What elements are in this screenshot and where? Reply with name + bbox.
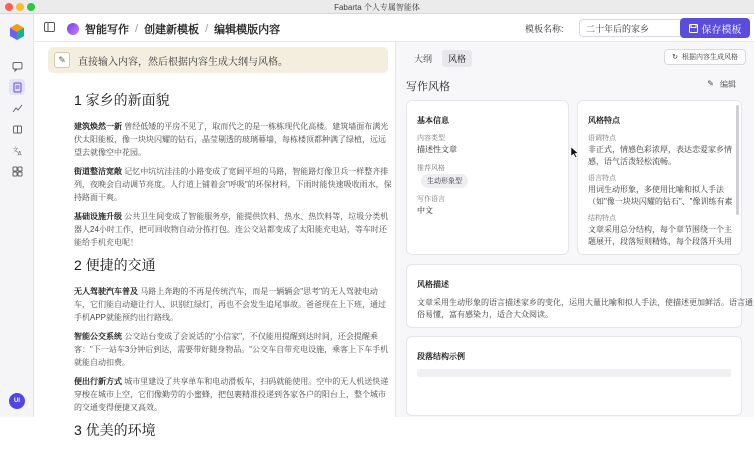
editor-pane[interactable] bbox=[34, 42, 396, 438]
sidebar-toggle-icon[interactable] bbox=[44, 22, 55, 35]
edit-label: 编辑 bbox=[720, 80, 736, 89]
save-template-label: 保存模板 bbox=[701, 24, 742, 36]
style-description-line: 文章采用生动形象的语言描述家乡的变化，运用大量比喻和拟人手法，使描述更加鲜活。语言通 bbox=[417, 298, 753, 307]
recommended-style-label: 推荐风格 bbox=[417, 165, 445, 172]
writing-app-icon bbox=[67, 23, 79, 35]
writing-language-label: 写作语言 bbox=[417, 196, 445, 203]
language-text-line: （如"像一块块闪耀的钻石"、"像训练有素 bbox=[588, 197, 733, 206]
recommended-style-tag: 生动形象型 bbox=[421, 174, 468, 188]
svg-text:A: A bbox=[17, 150, 22, 157]
style-features-card bbox=[577, 100, 742, 255]
refresh-icon: ↻ bbox=[672, 54, 678, 61]
chat-icon[interactable] bbox=[9, 58, 25, 74]
tone-label: 语调特点 bbox=[588, 135, 616, 142]
breadcrumb bbox=[67, 21, 280, 37]
style-description-line: 俗易懂，富有感染力，适合大众阅读。 bbox=[417, 310, 553, 319]
section-heading: 1 家乡的新面貌 bbox=[74, 92, 170, 108]
paragraph-structure-card bbox=[406, 336, 742, 416]
style-features-title: 风格特点 bbox=[588, 116, 620, 125]
apps-icon[interactable] bbox=[9, 163, 25, 179]
document-body[interactable] bbox=[74, 90, 392, 450]
style-description-title: 风格描述 bbox=[417, 280, 449, 289]
content-type-label: 内容类型 bbox=[417, 135, 445, 142]
basic-info-title: 基本信息 bbox=[417, 116, 449, 125]
language-text-line: 用词生动形象，多使用比喻和拟人手法 bbox=[588, 185, 724, 194]
example-placeholder bbox=[417, 369, 731, 377]
tone-text-line: 非正式，情感色彩浓厚，表达恋爱家乡情 bbox=[588, 145, 732, 154]
tab-style[interactable]: 风格 bbox=[442, 50, 472, 67]
writing-style-title: 写作风格 bbox=[406, 81, 450, 93]
content-type-value: 描述性文章 bbox=[417, 145, 457, 154]
document-icon[interactable] bbox=[9, 79, 25, 95]
writing-language-value: 中文 bbox=[417, 206, 433, 215]
breadcrumb-item-writing[interactable]: 智能写作 bbox=[85, 24, 129, 36]
language-features-label: 语言特点 bbox=[588, 175, 616, 182]
paragraph-structure-title: 段落结构示例 bbox=[417, 352, 465, 361]
book-icon[interactable] bbox=[9, 121, 25, 137]
basic-info-card bbox=[406, 100, 569, 255]
tone-text-line: 感，语气活泼轻松流畅。 bbox=[588, 157, 676, 166]
paragraph: 无人驾驶汽车普及 马路上奔跑的不再是传统汽车，而是一辆辆会"思考"的无人驾驶电动车，它们能自动避让行人、识别红绿灯，再也不会发生追尾事故。爸爸现在上下班，通过手机APP就能预约出行路线。 bbox=[74, 287, 386, 322]
structure-features-label: 结构特点 bbox=[588, 215, 616, 222]
edit-icon: ✎ bbox=[707, 79, 714, 88]
scrollbar[interactable] bbox=[736, 105, 739, 215]
breadcrumb-item-create-template[interactable]: 创建新模板 bbox=[144, 24, 200, 36]
mouse-cursor-icon bbox=[571, 147, 579, 161]
generate-style-label: 根据内容生成风格 bbox=[682, 54, 738, 61]
window-titlebar bbox=[0, 0, 754, 14]
paragraph: 便出行新方式 城市里建设了共享单车和电动滑板车，扫码就能使用。空中的无人机送快递穿梭在城市上空，它们像勤劳的小蜜蜂，把包裹精准投递到各家各户的阳台上，整个城市的交通变得便捷又高效。 bbox=[74, 377, 389, 412]
breadcrumb-separator: / bbox=[135, 23, 139, 35]
structure-text-line: 文章采用总分结构，每个章节围绕一个主 bbox=[588, 225, 732, 234]
section-heading: 2 便捷的交通 bbox=[74, 257, 156, 273]
right-tabs bbox=[408, 50, 472, 67]
edit-style-button[interactable] bbox=[707, 79, 736, 90]
chart-icon[interactable] bbox=[9, 100, 25, 116]
avatar[interactable]: UI bbox=[9, 393, 25, 409]
breadcrumb-separator: / bbox=[205, 23, 209, 35]
save-template-button[interactable] bbox=[680, 18, 750, 38]
style-pane bbox=[396, 42, 754, 417]
window-title: Fabarta 个人专属智能体 bbox=[334, 3, 420, 12]
top-bar bbox=[34, 14, 754, 42]
translate-icon[interactable] bbox=[9, 142, 25, 158]
svg-text:文: 文 bbox=[12, 146, 19, 154]
save-icon bbox=[689, 24, 698, 33]
section-heading: 3 优美的环境 bbox=[74, 422, 156, 438]
structure-text-line: 题展开，段落短则精炼，每个段落开头用 bbox=[588, 237, 732, 246]
hint-text: 直接输入内容，然后根据内容生成大纲与风格。 bbox=[78, 56, 288, 68]
hint-banner bbox=[48, 47, 388, 73]
template-name-label: 模板名称: bbox=[525, 24, 564, 34]
left-rail bbox=[0, 14, 34, 417]
paragraph: 建筑焕然一新 曾经低矮的平房不见了，取而代之的是一栋栋现代化高楼。建筑墙面布满光伏太阳能板，像一块块闪耀的钻石，晶莹剔透的玻璃幕墙，每栋楼顶都种满了绿植，远远望去就像空中花园。 bbox=[74, 122, 389, 157]
app-logo-icon bbox=[8, 23, 26, 41]
breadcrumb-item-edit-content: 编辑模版内容 bbox=[214, 24, 281, 36]
style-description-card bbox=[406, 264, 753, 328]
generate-style-button[interactable] bbox=[664, 49, 746, 65]
paragraph: 街道整洁宽敞 记忆中坑坑洼洼的小路变成了宽阔平坦的马路，智能路灯像卫兵一样整齐排列，夜晚会自动调节亮度。人行道上铺着会"呼吸"的环保材料，下雨时能快速吸收雨水，保持路面干爽。 bbox=[74, 167, 392, 202]
paragraph: 基础设施升级 公共卫生间变成了智能服务亭，能提供饮料、热水、热饮料等，垃圾分类机器人24小时工作，把可回收物自动分拣打包。连公交站都变成了太阳能充电站，等车时还能给手机充电呢！ bbox=[74, 212, 389, 247]
paragraph: 智能公交系统 公交站台变成了会说话的"小信家"，不仅能用提醒到达时间，还会提醒乘客："下一站车3分钟后到达，需要带好随身物品。"公交车自带充电设施，乘客上下车手机就能自动扣费。 bbox=[74, 332, 389, 367]
pencil-icon: ✎ bbox=[54, 52, 70, 68]
tab-outline[interactable]: 大纲 bbox=[414, 54, 433, 64]
